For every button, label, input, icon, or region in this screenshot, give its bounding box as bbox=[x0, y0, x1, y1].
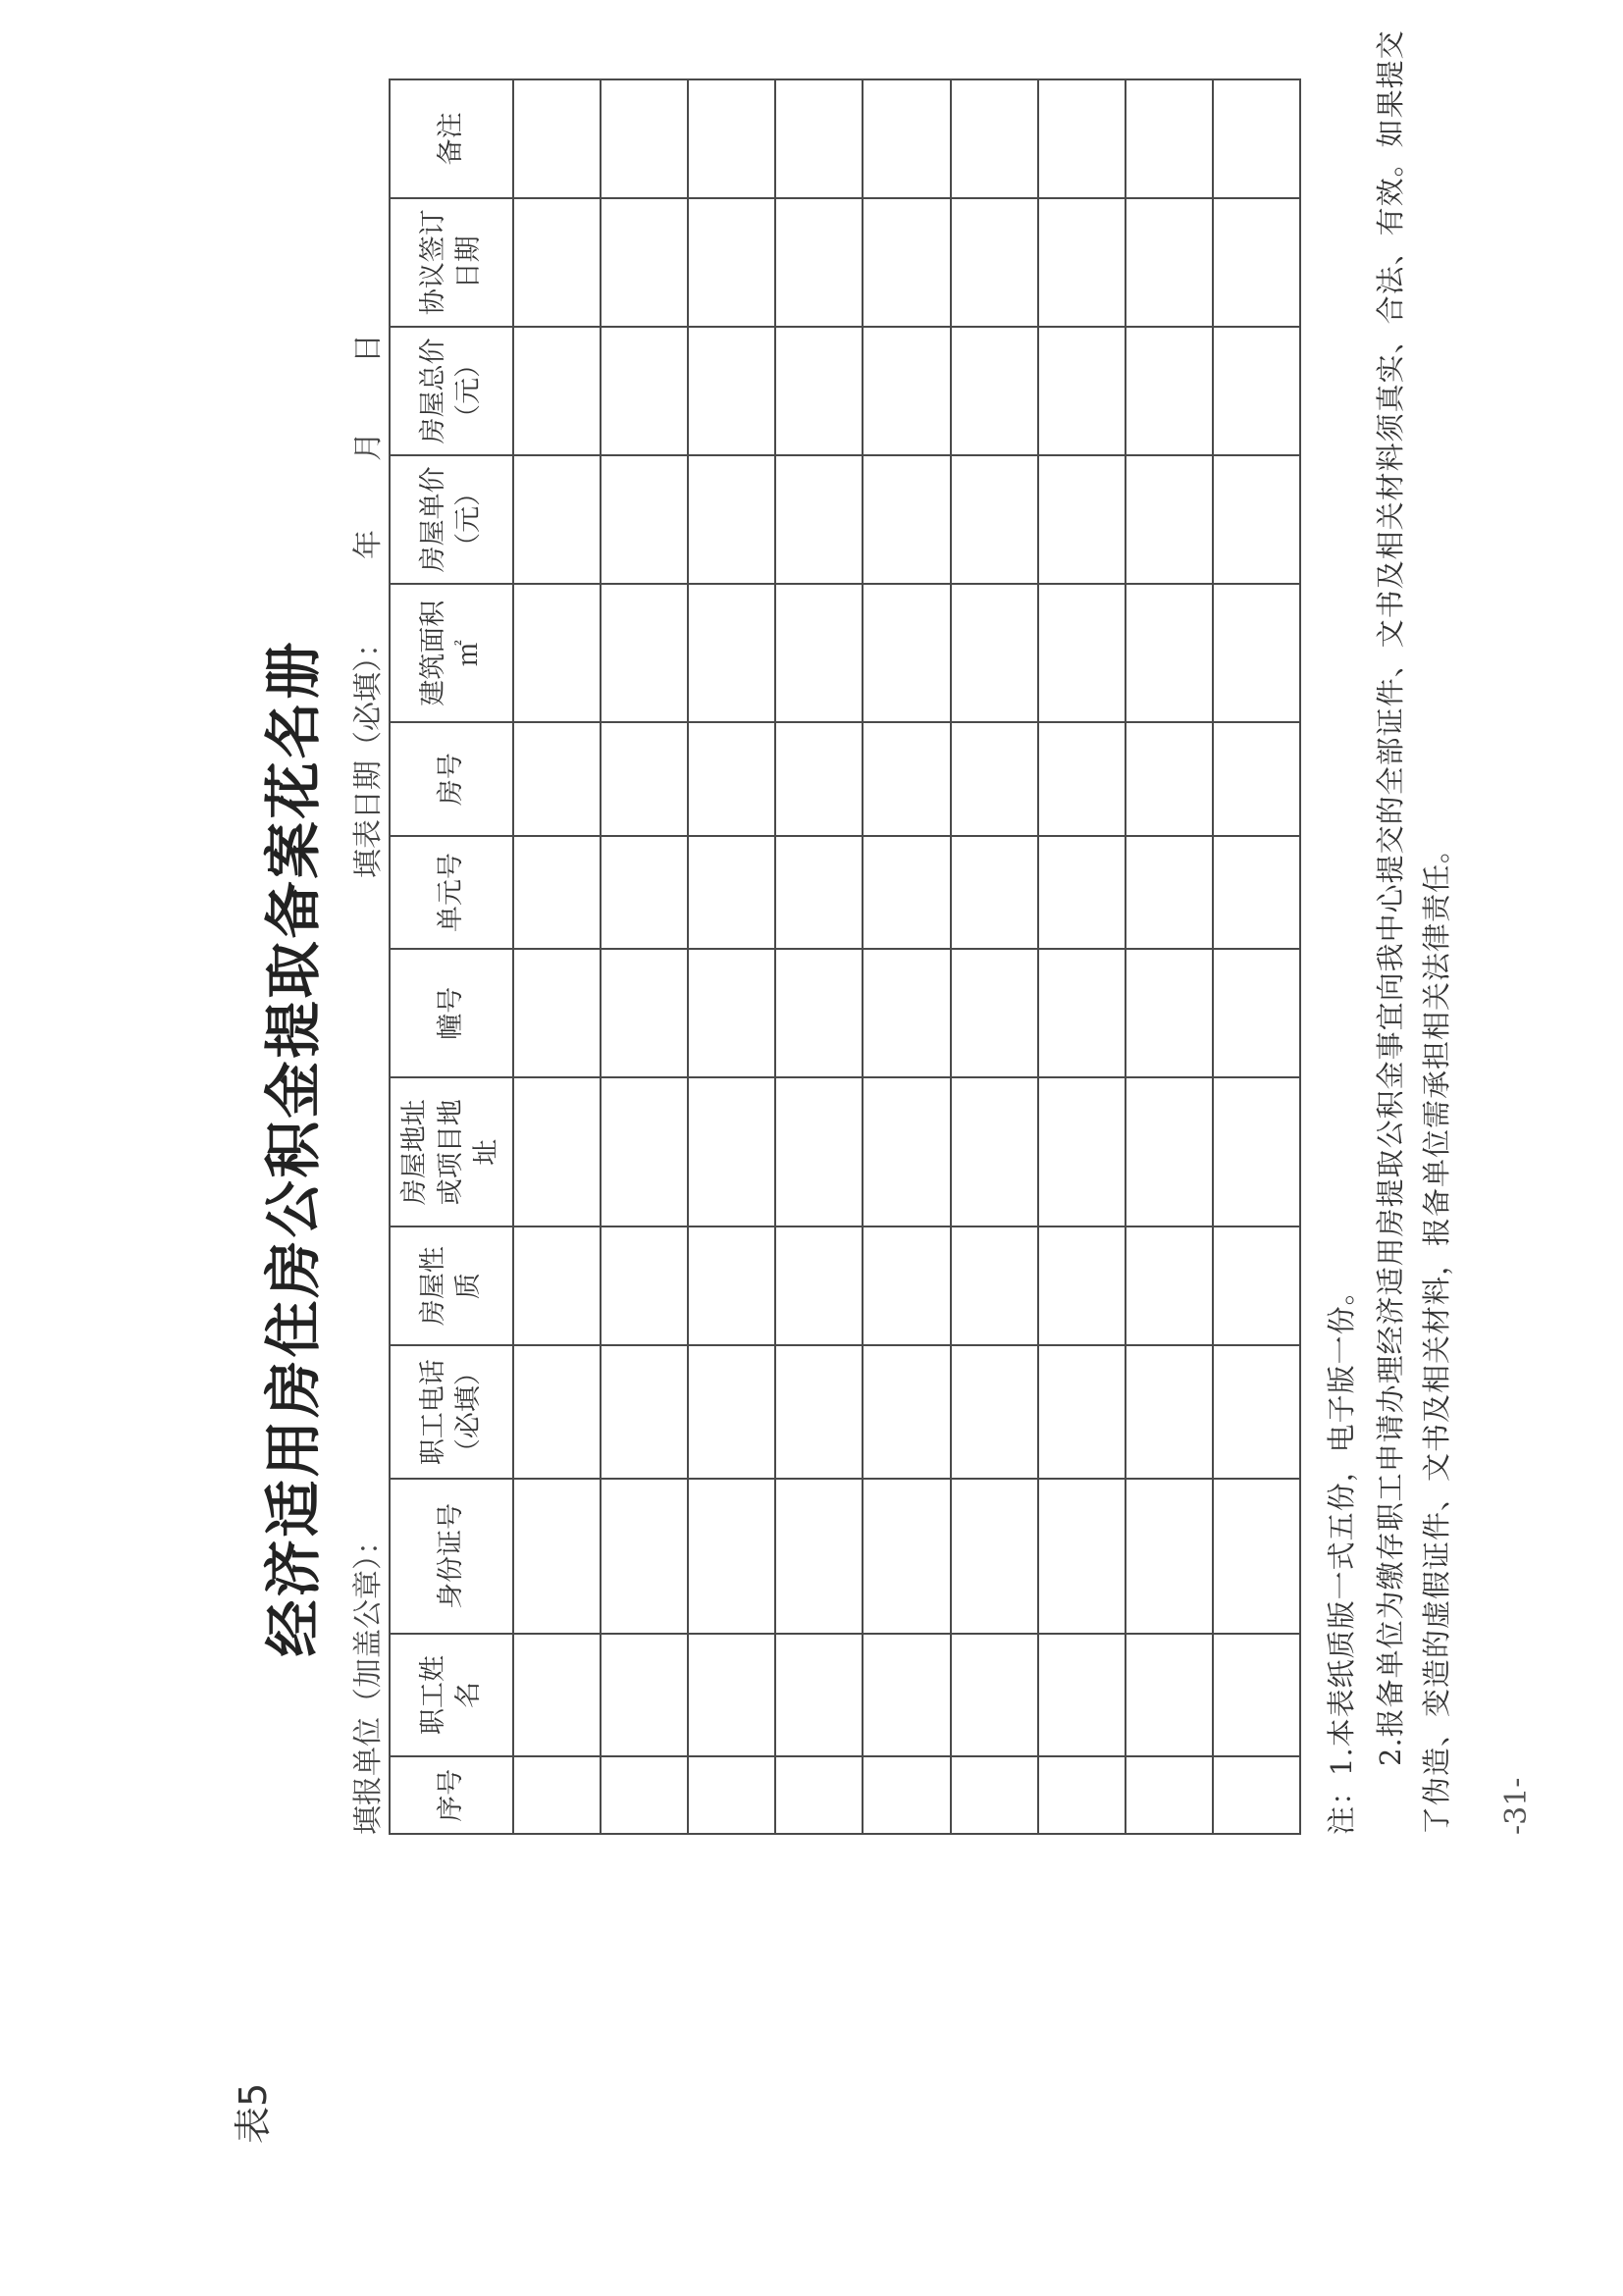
table-cell bbox=[513, 723, 601, 836]
table-cell bbox=[513, 327, 601, 455]
table-cell bbox=[601, 79, 688, 198]
table-cell bbox=[1126, 1756, 1213, 1834]
table-cell bbox=[1038, 1756, 1126, 1834]
table-cell bbox=[688, 949, 775, 1077]
table-header-row bbox=[390, 79, 513, 1834]
table-cell bbox=[775, 198, 863, 327]
table-cell bbox=[951, 723, 1038, 836]
table-cell bbox=[775, 1756, 863, 1834]
table-cell bbox=[951, 198, 1038, 327]
table-cell bbox=[601, 723, 688, 836]
note-line-2: 2.报备单位为缴存职工申请办理经济适用房提取公积金事宜向我中心提交的全部证件、文书及相关材料须真实、合法、有效。如果提交 bbox=[1374, 29, 1407, 1766]
table-cell bbox=[601, 949, 688, 1077]
col-header-house-type: 房屋性质 bbox=[390, 1226, 513, 1345]
table-row bbox=[1126, 79, 1213, 1834]
table-cell bbox=[863, 723, 950, 836]
table-cell bbox=[601, 1756, 688, 1834]
table-cell bbox=[1213, 723, 1300, 836]
table-cell bbox=[1038, 584, 1126, 723]
table-cell bbox=[863, 1226, 950, 1345]
table-cell bbox=[951, 949, 1038, 1077]
table-cell bbox=[688, 455, 775, 584]
col-header-unit-price: 房屋单价（元） bbox=[390, 455, 513, 584]
table-cell bbox=[1213, 949, 1300, 1077]
table-cell bbox=[1213, 79, 1300, 198]
table-cell bbox=[863, 1345, 950, 1479]
table-cell bbox=[513, 949, 601, 1077]
table-cell bbox=[951, 1756, 1038, 1834]
table-cell bbox=[1213, 327, 1300, 455]
col-header-remarks: 备注 bbox=[390, 79, 513, 198]
table-cell bbox=[601, 1077, 688, 1226]
table-cell bbox=[601, 584, 688, 723]
table-cell bbox=[1126, 836, 1213, 949]
table-label: 表5 bbox=[232, 2082, 275, 2144]
table-cell bbox=[513, 836, 601, 949]
table-cell bbox=[1213, 1226, 1300, 1345]
table-cell bbox=[1126, 198, 1213, 327]
table-cell bbox=[863, 455, 950, 584]
table-cell bbox=[863, 949, 950, 1077]
table-cell bbox=[863, 1756, 950, 1834]
table-cell bbox=[513, 1756, 601, 1834]
table-cell bbox=[1126, 584, 1213, 723]
table-cell bbox=[1038, 1634, 1126, 1757]
table-cell bbox=[688, 1345, 775, 1479]
table-cell bbox=[1038, 198, 1126, 327]
table-cell bbox=[775, 1226, 863, 1345]
table-cell bbox=[601, 1226, 688, 1345]
table-cell bbox=[775, 1345, 863, 1479]
table-row bbox=[951, 79, 1038, 1834]
fill-date-month: 月 bbox=[351, 432, 386, 461]
table-cell bbox=[688, 723, 775, 836]
table-cell bbox=[601, 455, 688, 584]
table-cell bbox=[513, 79, 601, 198]
table-cell bbox=[688, 584, 775, 723]
table-cell bbox=[1213, 1077, 1300, 1226]
table-cell bbox=[688, 1226, 775, 1345]
fill-date-line bbox=[343, 334, 387, 878]
table-cell bbox=[1126, 1226, 1213, 1345]
table-cell bbox=[951, 79, 1038, 198]
table-row bbox=[863, 79, 950, 1834]
table-cell bbox=[775, 949, 863, 1077]
table-cell bbox=[601, 836, 688, 949]
table-cell bbox=[513, 1077, 601, 1226]
table-cell bbox=[1213, 198, 1300, 327]
table-cell bbox=[1038, 79, 1126, 198]
table-cell bbox=[1213, 836, 1300, 949]
table-cell bbox=[951, 455, 1038, 584]
table-cell bbox=[1038, 836, 1126, 949]
table-cell bbox=[951, 327, 1038, 455]
table-cell bbox=[513, 584, 601, 723]
table-cell bbox=[863, 198, 950, 327]
roster-table bbox=[389, 78, 1301, 1835]
table-cell bbox=[688, 198, 775, 327]
table-cell bbox=[951, 1077, 1038, 1226]
table-cell bbox=[863, 79, 950, 198]
table-cell bbox=[513, 1226, 601, 1345]
table-cell bbox=[775, 836, 863, 949]
col-header-agreement-date: 协议签订日期 bbox=[390, 198, 513, 327]
col-header-phone: 职工电话（必填） bbox=[390, 1345, 513, 1479]
table-cell bbox=[1038, 1226, 1126, 1345]
table-cell bbox=[601, 1479, 688, 1633]
table-cell bbox=[951, 584, 1038, 723]
table-row bbox=[1213, 79, 1300, 1834]
table-cell bbox=[951, 1226, 1038, 1345]
table-cell bbox=[1126, 949, 1213, 1077]
table-cell bbox=[688, 1634, 775, 1757]
form-title: 经济适用房住房公积金提取备案花名册 bbox=[260, 639, 327, 1657]
table-cell bbox=[1038, 1345, 1126, 1479]
table-cell bbox=[688, 1077, 775, 1226]
table-cell bbox=[863, 836, 950, 949]
col-header-room-no: 房号 bbox=[390, 723, 513, 836]
table-cell bbox=[688, 1756, 775, 1834]
table-cell bbox=[863, 327, 950, 455]
table-cell bbox=[951, 1479, 1038, 1633]
table-cell bbox=[513, 198, 601, 327]
table-cell bbox=[1038, 723, 1126, 836]
col-header-unit-no: 单元号 bbox=[390, 836, 513, 949]
table-cell bbox=[1213, 455, 1300, 584]
table-body bbox=[513, 79, 1300, 1834]
table-cell bbox=[513, 455, 601, 584]
table-cell bbox=[1126, 1077, 1213, 1226]
table-row bbox=[688, 79, 775, 1834]
table-cell bbox=[1213, 1345, 1300, 1479]
table-cell bbox=[688, 1479, 775, 1633]
table-cell bbox=[775, 723, 863, 836]
table-cell bbox=[1038, 949, 1126, 1077]
table-cell bbox=[513, 1345, 601, 1479]
table-cell bbox=[1126, 79, 1213, 198]
col-header-employee-name: 职工姓名 bbox=[390, 1634, 513, 1757]
table-cell bbox=[775, 584, 863, 723]
table-cell bbox=[688, 327, 775, 455]
table-cell bbox=[688, 836, 775, 949]
table-cell bbox=[863, 1077, 950, 1226]
note-line-2-continued: 了伪造、变造的虚假证件、文书及相关材料，报备单位需承担相关法律责任。 bbox=[1420, 833, 1453, 1835]
table-cell bbox=[775, 1077, 863, 1226]
table-cell bbox=[1038, 455, 1126, 584]
table-cell bbox=[601, 198, 688, 327]
table-cell bbox=[1126, 1345, 1213, 1479]
table-cell bbox=[863, 1634, 950, 1757]
table-cell bbox=[775, 327, 863, 455]
table-cell bbox=[1126, 327, 1213, 455]
table-cell bbox=[1126, 1634, 1213, 1757]
col-header-floor-area: 建筑面积㎡ bbox=[390, 584, 513, 723]
table-cell bbox=[513, 1479, 601, 1633]
table-row bbox=[513, 79, 601, 1834]
table-cell bbox=[951, 1345, 1038, 1479]
table-cell bbox=[601, 1634, 688, 1757]
table-cell bbox=[1126, 455, 1213, 584]
fill-date-day: 日 bbox=[351, 334, 386, 363]
reporting-unit-label: 填报单位（加盖公章）： bbox=[351, 1526, 386, 1835]
table-cell bbox=[1038, 1479, 1126, 1633]
note-line-1: 注：1.本表纸质版一式五份，电子版一份。 bbox=[1325, 1276, 1358, 1835]
table-cell bbox=[1213, 1756, 1300, 1834]
table-cell bbox=[1213, 1634, 1300, 1757]
table-row bbox=[601, 79, 688, 1834]
col-header-address: 房屋地址或项目地址 bbox=[390, 1077, 513, 1226]
col-header-total-price: 房屋总价（元） bbox=[390, 327, 513, 455]
col-header-index: 序号 bbox=[390, 1756, 513, 1834]
table-cell bbox=[1213, 584, 1300, 723]
table-cell bbox=[1126, 723, 1213, 836]
table-cell bbox=[775, 1634, 863, 1757]
table-cell bbox=[601, 1345, 688, 1479]
table-cell bbox=[688, 79, 775, 198]
table-cell bbox=[513, 1634, 601, 1757]
table-cell bbox=[863, 1479, 950, 1633]
fill-date-year: 年 bbox=[351, 530, 386, 559]
table-cell bbox=[863, 584, 950, 723]
table-cell bbox=[1126, 1479, 1213, 1633]
col-header-id-number: 身份证号 bbox=[390, 1479, 513, 1633]
page-number: -31- bbox=[1499, 1777, 1534, 1835]
table-row bbox=[775, 79, 863, 1834]
table-cell bbox=[951, 1634, 1038, 1757]
col-header-building-no: 幢号 bbox=[390, 949, 513, 1077]
table-cell bbox=[601, 327, 688, 455]
table-cell bbox=[951, 836, 1038, 949]
table-cell bbox=[775, 455, 863, 584]
fill-date-label: 填表日期（必填）： bbox=[351, 628, 386, 878]
table-cell bbox=[775, 79, 863, 198]
table-cell bbox=[1213, 1479, 1300, 1633]
table-row bbox=[1038, 79, 1126, 1834]
table-cell bbox=[1038, 1077, 1126, 1226]
table-cell bbox=[1038, 327, 1126, 455]
table-cell bbox=[775, 1479, 863, 1633]
